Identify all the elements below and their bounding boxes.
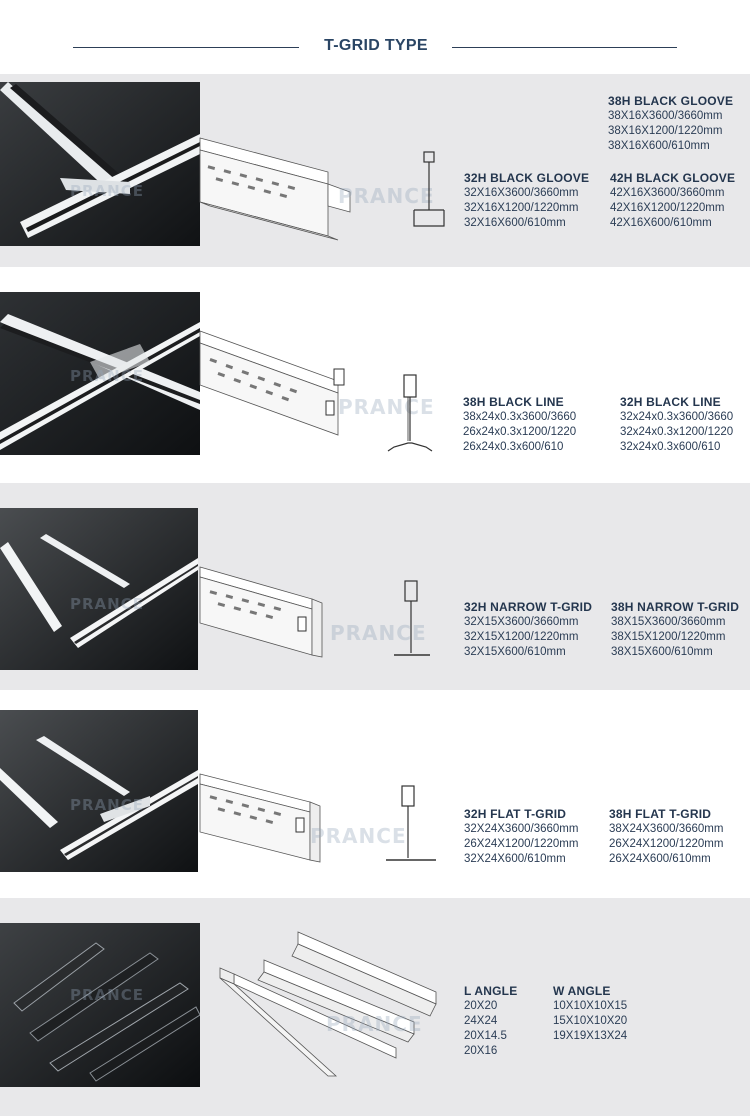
spec-line: 32X15X3600/3660mm [464, 616, 579, 628]
spec-line: 38X24X3600/3660mm [609, 823, 724, 835]
product-photo [0, 508, 198, 670]
spec-line: 32X15X600/610mm [464, 646, 566, 658]
spec-group [464, 171, 589, 231]
spec-title: W ANGLE [553, 984, 611, 998]
watermark: PRANCE [330, 621, 427, 645]
spec-title: 38H BLACK LINE [463, 395, 564, 409]
spec-line: 38X16X3600/3660mm [608, 110, 723, 122]
spec-line: 26x24x0.3x1200/1220 [463, 426, 577, 438]
cross-section-icon [392, 579, 432, 661]
spec-line: 38x24x0.3x3600/3660 [463, 411, 577, 423]
spec-title: 32H FLAT T-GRID [464, 807, 567, 821]
spec-title: 42H BLACK GLOOVE [610, 171, 736, 185]
spec-line: 42X16X600/610mm [610, 217, 712, 229]
product-photo [0, 923, 200, 1087]
spec-title: 32H BLACK GLOOVE [464, 171, 590, 185]
spec-line: 32X16X3600/3660mm [464, 187, 579, 199]
watermark: PRANCE [310, 824, 407, 848]
spec-group [620, 395, 733, 455]
cross-section-icon [384, 784, 438, 866]
spec-title: L ANGLE [464, 984, 518, 998]
cross-section-icon [386, 373, 434, 457]
watermark: PRANCE [326, 1012, 423, 1036]
spec-line: 15X10X10X20 [553, 1015, 628, 1027]
spec-group [553, 984, 627, 1044]
spec-line: 38X15X3600/3660mm [611, 616, 726, 628]
spec-title: 38H FLAT T-GRID [609, 807, 712, 821]
spec-line: 26X24X1200/1220mm [464, 838, 579, 850]
spec-line: 38X15X1200/1220mm [611, 631, 726, 643]
spec-line: 32X15X1200/1220mm [464, 631, 579, 643]
spec-line: 20X16 [464, 1045, 498, 1057]
spec-group [464, 807, 578, 867]
profile-drawing [198, 329, 358, 441]
product-photo [0, 710, 198, 872]
spec-line: 26X24X1200/1220mm [609, 838, 724, 850]
cross-section-icon [410, 150, 450, 230]
spec-line: 42X16X1200/1220mm [610, 202, 725, 214]
spec-line: 32X16X600/610mm [464, 217, 566, 229]
spec-line: 38X16X1200/1220mm [608, 125, 723, 137]
spec-title: 32H NARROW T-GRID [464, 600, 593, 614]
spec-group [608, 94, 733, 154]
watermark: PRANCE [70, 986, 144, 1004]
watermark: PRANCE [70, 595, 144, 613]
spec-line: 10X10X10X15 [553, 1000, 628, 1012]
spec-group [610, 171, 735, 231]
watermark: PRANCE [338, 184, 435, 208]
product-section-flat-t-grid [0, 690, 750, 898]
spec-line: 32x24x0.3x600/610 [620, 441, 721, 453]
spec-group [463, 395, 576, 455]
watermark: PRANCE [70, 182, 144, 200]
spec-title: 38H NARROW T-GRID [611, 600, 740, 614]
spec-line: 32X24X600/610mm [464, 853, 566, 865]
product-section-narrow-t-grid [0, 483, 750, 690]
profile-drawing [218, 930, 440, 1080]
spec-line: 20X20 [464, 1000, 498, 1012]
spec-line: 26X24X600/610mm [609, 853, 711, 865]
spec-group [464, 984, 517, 1059]
header-divider-right [452, 47, 677, 48]
profile-drawing [198, 136, 358, 246]
spec-line: 26x24x0.3x600/610 [463, 441, 564, 453]
watermark: PRANCE [70, 796, 144, 814]
page-header [0, 0, 750, 74]
profile-drawing [198, 772, 358, 872]
spec-line: 38X16X600/610mm [608, 140, 710, 152]
spec-line: 24X24 [464, 1015, 498, 1027]
header-divider-left [73, 47, 299, 48]
spec-title: 32H BLACK LINE [620, 395, 721, 409]
spec-line: 32X24X3600/3660mm [464, 823, 579, 835]
spec-group [611, 600, 739, 660]
spec-line: 20X14.5 [464, 1030, 507, 1042]
spec-title: 38H BLACK GLOOVE [608, 94, 734, 108]
product-section-angles [0, 898, 750, 1116]
spec-line: 42X16X3600/3660mm [610, 187, 725, 199]
product-section-black-line [0, 267, 750, 483]
spec-line: 32x24x0.3x3600/3660 [620, 411, 734, 423]
product-photo [0, 82, 200, 246]
profile-drawing [198, 565, 358, 665]
watermark: PRANCE [338, 395, 435, 419]
spec-line: 19X19X13X24 [553, 1030, 628, 1042]
page-title: T-GRID TYPE [324, 37, 428, 54]
spec-line: 38X15X600/610mm [611, 646, 713, 658]
spec-group [464, 600, 592, 660]
spec-group [609, 807, 723, 867]
spec-line: 32x24x0.3x1200/1220 [620, 426, 734, 438]
product-section-black-gloove [0, 74, 750, 267]
spec-line: 32X16X1200/1220mm [464, 202, 579, 214]
watermark: PRANCE [70, 367, 144, 385]
